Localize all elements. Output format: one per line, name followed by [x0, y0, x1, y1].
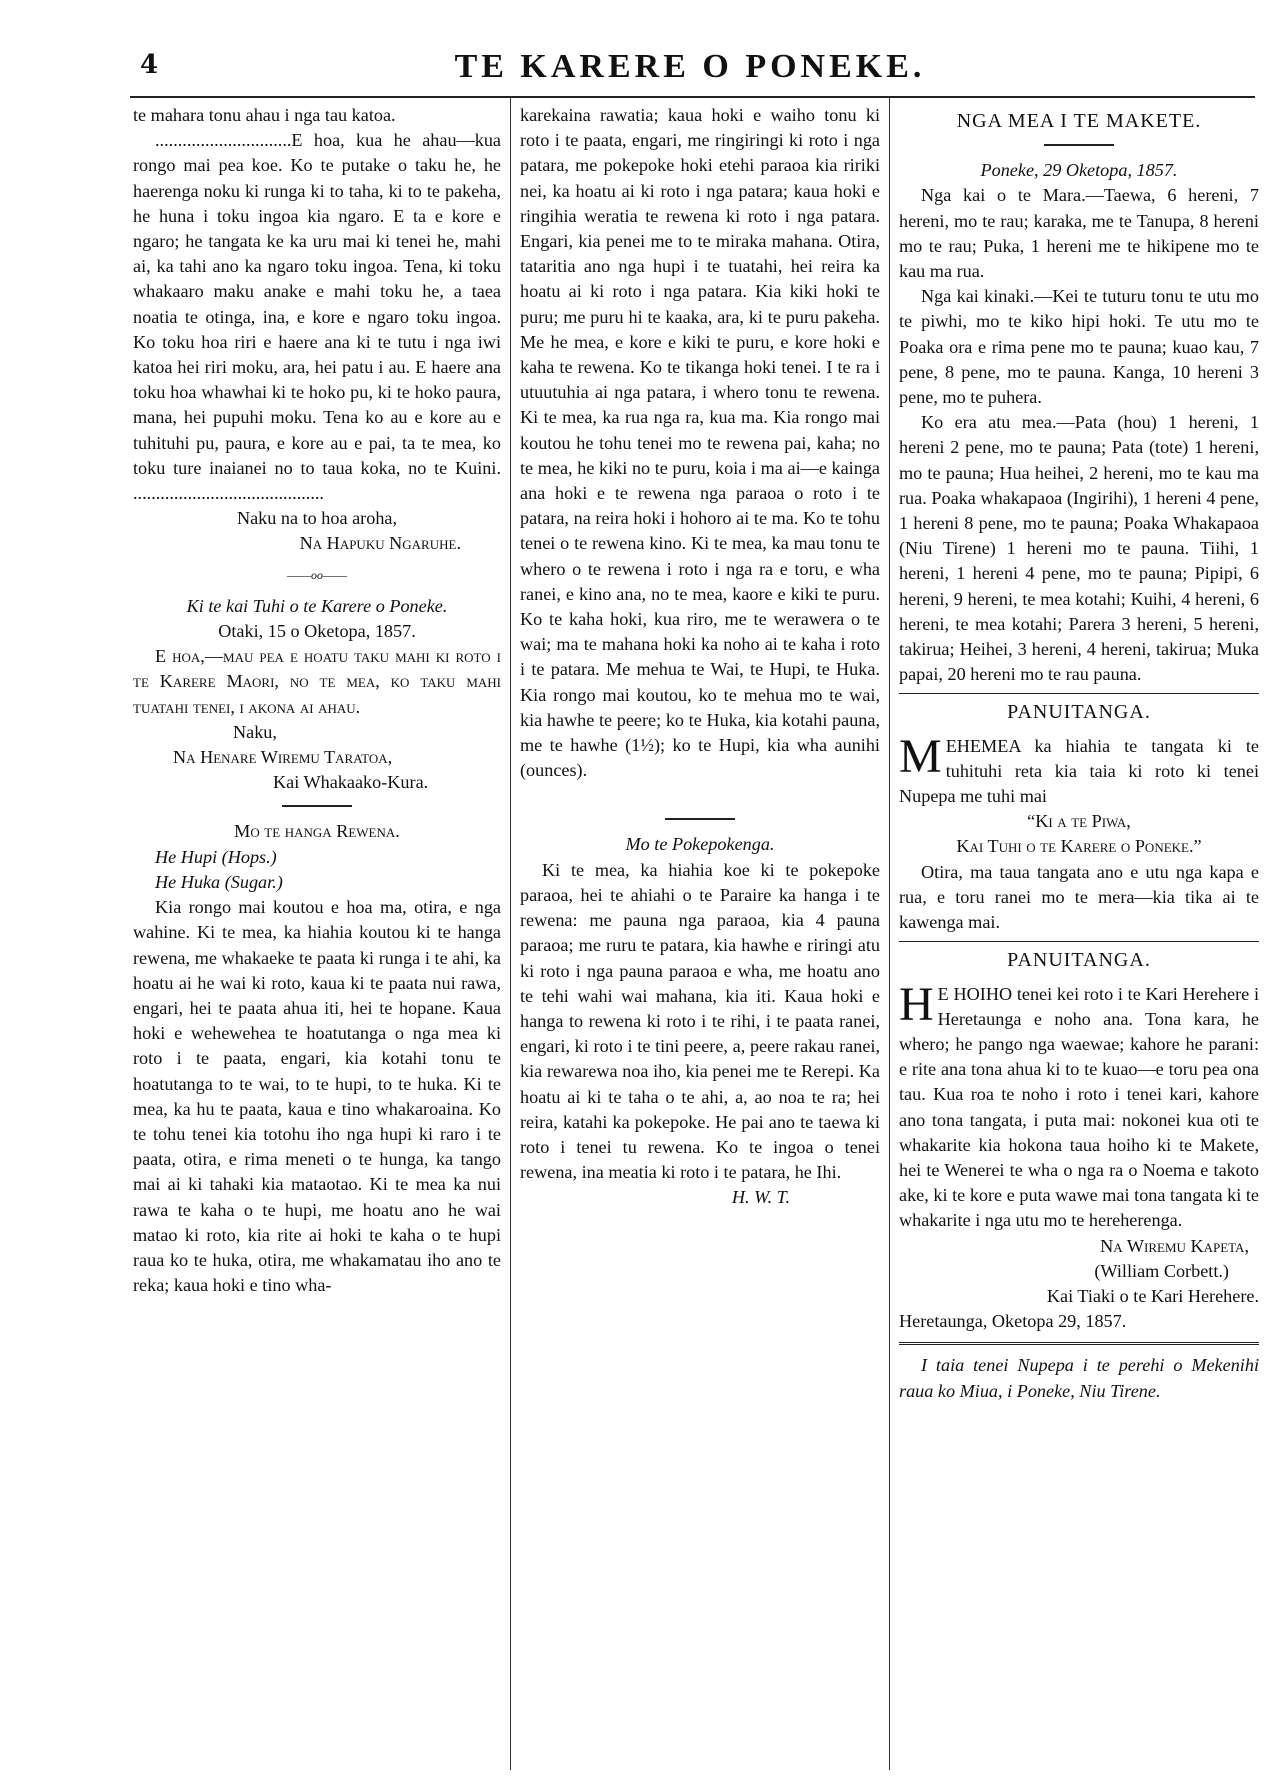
column-1: [133, 103, 501, 1298]
recipe-heading: Mo te hanga Rewena.: [234, 821, 400, 842]
letter-place: Kai Whakaako-Kura.: [273, 772, 429, 793]
recipe-body: Kia rongo mai koutou e hoa ma, otira, e nga wahine. Ki te mea, ka hiahia koutou ki te hanga rewena, me whakaeke te paata ki runga i te ahi, ka hoatu ai he wai ki roto, kaua ki te paata nui rawa, engari, hei te paata ahua iti, hei te hopane. Kaua hoki e wehewehea te hoatutanga o nga mea ki roto i te paata, engari, kia kotahi tonu te hoatutanga to te wai, to te hupi, to te huka. Ki te mea, ka hu te paata, kaua e tino whakaroaina. Ko te tohu tenei kia totohu iho nga hupi ki raro i te paata, otira, e rima meneti o te hunga, ka tango mai ai ki tahaki kia mataotao. Ki te mea ka nui rawa te kaha o te hupi, me hoatu ano he wai matao ki roto, kia rite ai hoki te kaha o te hupi raua ko te huka, otira, me whakamatau iho ano te reka; kaua hoki e tino wha-: [133, 897, 501, 1296]
column-divider: [510, 98, 511, 1770]
letter-body: E hoa,—mau pea e hoatu taku mahi ki roto i te Karere Maori, no te mea, ko taku mahi tuatahi tenei, i akona ai ahau.: [133, 646, 501, 717]
notice-address: Kai Tuhi o te Karere o Poneke.”: [956, 836, 1202, 857]
drop-cap: H: [899, 977, 934, 1031]
section-rule: [665, 818, 735, 820]
letter-dateline: Otaki, 15 o Oketopa, 1857.: [218, 621, 416, 642]
letter-heading: Ki te kai Tuhi o te Karere o Poneke.: [186, 595, 448, 616]
letter-text: ..............................E hoa, kua he ahau—kua rongo mai pea koe. Ko te putake o taku he, he haerenga noku ki runga ki to taha, ki to te pakeha, he huna i toku ingoa kia ngaro. E ta e kore e ngaro; he tangata ke ka uru mai ki tenei he, mahi ai, ka tahi ano ka ngaro toku ingoa. Tena, ki toku whakaaro maku anake e mahi toku he, a taea noatia te otinga, ina, e kore e ngaro toku ingoa. Ko toku hoa riri e haere ana ki te tutu i nga iwi katoa hei riri moku, ara, hei patu i au. E haere ana toku hoa whawhai ki te hoko pu, ki te hoko paura, mana, hei pupuhi moku. Tena ko au e kore au e tuhituhi pu, paura, e kore au e pai, ta te mea, ko toku ture inaianei no to taua koka, no te Kuini. ..........................................: [133, 130, 501, 504]
recipe-ingredient: He Huka (Sugar.): [155, 871, 283, 892]
column-divider: [889, 98, 890, 1770]
market-dateline: Poneke, 29 Oketopa, 1857.: [980, 160, 1178, 181]
section-body: Ki te mea, ka hiahia koe ki te pokepoke paraoa, hei te ahiahi o te Paraire ka hanga i te rewena: me pauna nga paraoa, kia 4 pauna paraoa; me ruru te patara, kia hawhe e riringi atu ki roto i nga pauna paraoa e wha, me hoatu ano te tehi wahi wai mahana, kia iti. Kaua hoki e hanga to rewena ki roto i te rihi, i te paata ranei, engari, ki roto i te tini peere, a, peere rakau ranei, kia rewarewa noa iho, kia penei me te Rerepi. Ka hoatu ai ki te taha o te ahi, a, ao noa te ra; hei reira, katahi ka pokepoke. He pai ano te taewa ki roto i tenei tu rewena. Ko te ingoa o tenei rewena, ina meatia ki roto i te patara, he Ihi.: [520, 859, 880, 1183]
notice-signature: (William Corbett.): [1094, 1260, 1229, 1281]
notice-signature: Kai Tiaki o te Kari Herehere.: [1046, 1285, 1259, 1306]
recipe-body-continued: karekaina rawatia; kaua hoki e waiho tonu ki roto i te paata, engari, me ringiringi ki roto i nga patara, me pokepoke hoki etehi paraoa kia ririki nei, ka hoatu ai ki roto i nga patara; kaua hoki e ringihia weratia te rewena ki roto i nga patara. Engari, kia penei me to te miraka mahana. Otira, tataritia ano nga hupi i te tuatahi, hei reira ka hoatu ai ki roto i nga patara. Kia kiki hoki te puru; me puru hi te kaaka, ara, ki te puru pakeha. Me he mea, e kore e kiki te puru, e kore hoki e kaha te rewena. Ko te tikanga hoki tenei. I te ra i utuutuhia ai nga patara, i whero tonu te rewena. Ki te mea, ka rua nga ra, kua ma. Kia rongo mai koutou he tohu tenei mo te rewena pai, kaha; no te mea, he kiki no te puru, koia i ma ai—e kainga ana hoki e te rewena nga paraoa o roto i te patara, na reira hoki i hohoro ai te ma. Ko te tohu tenei o te rewena kino. Ki te mea, ka mau tonu te whero o te rewena i roto i nga ra e toru, e wha ranei, e kino ana, no te mea, kaore e kiki te puru. Ko te kaha hoki, kua riro, me te werawera o te wai; ma te mahana hoki ka noho ai te kaha i roto i te patara. Me mehua te Wai, te Hupi, te Huka. Kia rongo mai koutou, ko te mehua mo te wai, kia hawhe te peere; ko te Huka, kia kotahi pauna, me te hawhe (1½); ko te Hupi, kia wha aunihi (ounces).: [520, 105, 880, 781]
column-3: [899, 103, 1259, 1404]
letter-signature: Na Hapuku Ngaruhe.: [299, 533, 461, 554]
notice-body: H E HOIHO tenei kei roto i te Kari Herehere i Heretaunga e noho ana. Tona kara, he whero; he pango nga waewae; kahore he parani: e rite ana tona ahua ki to te kuao—e toru pea ona tau. Kua roa te noho i roto i tenei kari, kahore ano tona tangata, i puta mai: nokonei kua oti te whakarite kia hokona taua hoihо ki te Makete, hei te Wenerei te wha o nga ra o Noema e takoto ake, ki te kore e puta wawe mai tona tangata ki te whakarite i nga utu mo te hereherenga.: [899, 977, 1259, 1231]
section-signature: H. W. T.: [731, 1187, 790, 1208]
section-rule: [899, 941, 1259, 942]
masthead-rule: [130, 96, 1255, 98]
drop-cap: M: [899, 729, 942, 783]
market-heading: NGA MEA I TE MAKETE.: [956, 110, 1202, 132]
section-rule: [1044, 144, 1114, 146]
imprint: I taia tenei Nupepa i te perehi o Mekenihi raua ko Miua, i Poneke, Niu Tirene.: [899, 1355, 1259, 1401]
notice-signature: Na Wiremu Kapeta,: [1100, 1235, 1249, 1256]
section-rule: [282, 805, 352, 807]
column-2: [520, 103, 880, 1211]
recipe-ingredient: He Hupi (Hops.): [155, 846, 277, 867]
notice-address: “Ki a te Piwa,: [1027, 811, 1131, 832]
notice-date: Heretaunga, Oketopa 29, 1857.: [899, 1311, 1127, 1332]
imprint-rule: [899, 1342, 1259, 1345]
masthead: [130, 50, 1250, 90]
letter-closing: Naku,: [233, 721, 277, 742]
market-item: Nga kai kinaki.—Kei te tuturu tonu te utu mo te piwhi, mo te kiko hipi hoki. Te utu mo te Poaka ora e rima pene mo te pauna; kuao kau, 7 pene, 8 pene, mo te pauna. Kanga, 10 hereni 3 pene, mo te puhera.: [899, 286, 1259, 408]
newspaper-title: TE KARERE O PONEKE.: [454, 48, 926, 85]
letter-closing: Naku na to hoa aroha,: [236, 508, 398, 529]
market-item: Ko era atu mea.—Pata (hou) 1 hereni, 1 hereni 2 pene, mo te pauna; Pata (tote) 1 hereni, mo te pauna; Hua heihei, 2 hereni, mo te kau ma rua. Poaka whakapaoa (Ingirihi), 1 hereni 4 pene, 1 hereni 8 pene, mo te pauna; Poaka Whakapaoa (Niu Tirene) 1 hereni mo te pauna. Tiihi, 1 hereni, 1 hereni 4 pene, mo te pauna; Pipipi, 6 hereni, 9 hereni, te mea kotahi; Kuihi, 4 hereni, 6 hereni, te mea kotahi; Parera 3 hereni, 5 hereni, takirua; Heihei, 3 hereni, 4 hereni, takirua; Muka papai, 20 hereni mo te rau pauna.: [899, 412, 1259, 685]
notice-heading: PANUITANGA.: [1007, 949, 1151, 972]
notice-body: Otira, ma taua tangata ano e utu nga kapa e rua, e toru ranei mo te mera—kia tika ai te kawenga mai.: [899, 861, 1259, 933]
section-heading: Mo te Pokepokenga.: [625, 834, 775, 855]
notice-heading: PANUITANGA.: [1007, 701, 1151, 724]
notice-body: MEHEMEA ka hiahia te tangata ki te tuhituhi reta kia taia ki roto ki tenei Nupepa me tuhi mai: [899, 729, 1259, 807]
market-item: Nga kai o te Mara.—Taewa, 6 hereni, 7 hereni, mo te rau; karaka, me te Tanupa, 8 hereni mo te rau; Puka, 1 hereni me te hikipene mo te kau ma rua.: [899, 185, 1259, 282]
letter-signature: Na Henare Wiremu Taratoa,: [173, 747, 393, 768]
section-divider: ——oo——: [287, 567, 347, 582]
page-number: 4: [140, 50, 159, 80]
section-rule: [899, 693, 1259, 694]
letter-text: te mahara tonu ahau i nga tau katoa.: [133, 105, 396, 125]
